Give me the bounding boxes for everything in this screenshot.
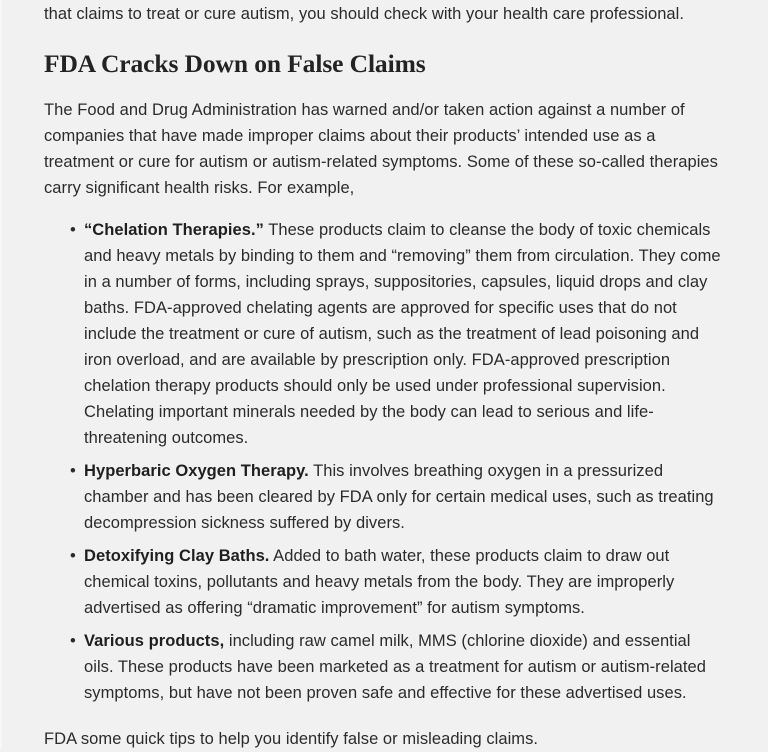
list-item-text: This involves breathing oxygen in a pressurized chamber and has been cleared by FDA only for certain medical uses, such as treating decompression sickness suffered by divers. bbox=[84, 462, 714, 532]
bullet-icon: • bbox=[70, 221, 76, 239]
bullet-icon: • bbox=[70, 462, 76, 480]
list-item-lead-in: Hyperbaric Oxygen Therapy. bbox=[84, 462, 309, 480]
false-claims-list bbox=[44, 217, 724, 706]
intro-paragraph: The Food and Drug Administration has warned and/or taken action against a number of companies that have made improper claims about their products’ intended use as a treatment or cure for autism or autism-related symptoms. Some of these so-called therapies carry significant health risks. For example, bbox=[44, 101, 718, 197]
page-title: FDA Cracks Down on False Claims bbox=[44, 49, 426, 78]
list-item bbox=[44, 458, 724, 536]
closing-paragraph: FDA some quick tips to help you identify false or misleading claims. bbox=[44, 730, 539, 748]
bullet-icon: • bbox=[70, 547, 76, 565]
list-item-lead-in: Detoxifying Clay Baths. bbox=[84, 547, 270, 565]
list-item bbox=[44, 217, 724, 451]
list-item-text: Added to bath water, these products claim to draw out chemical toxins, pollutants and heavy metals from the body. They are improperly advertised as offering “dramatic improvement” for autism symptoms. bbox=[84, 547, 675, 617]
list-item-text: These products claim to cleanse the body of toxic chemicals and heavy metals by binding to them and “removing” them from circulation. They come in a number of forms, including sprays, suppositories, capsules, liquid drops and clay baths. FDA-approved chelating agents are approved for specific uses that do not include the treatment or cure of autism, such as the treatment of lead poisoning and iron overload, and are available by prescription only. FDA-approved prescription chelation therapy products should only be used under professional supervision. Chelating important minerals needed by the body can lead to serious and life-threatening outcomes. bbox=[84, 221, 721, 447]
bullet-icon: • bbox=[70, 632, 76, 650]
list-item-text: including raw camel milk, MMS (chlorine dioxide) and essential oils. These products have been marketed as a treatment for autism or autism-related symptoms, but have not been proven safe and effective for these advertised uses. bbox=[84, 632, 706, 702]
list-item bbox=[44, 543, 724, 621]
list-item bbox=[44, 628, 724, 706]
list-item-lead-in: “Chelation Therapies.” bbox=[84, 221, 264, 239]
list-item-lead-in: Various products, bbox=[84, 632, 225, 650]
clipped-first-line: that claims to treat or cure autism, you should check with your health care professional. bbox=[44, 5, 685, 23]
